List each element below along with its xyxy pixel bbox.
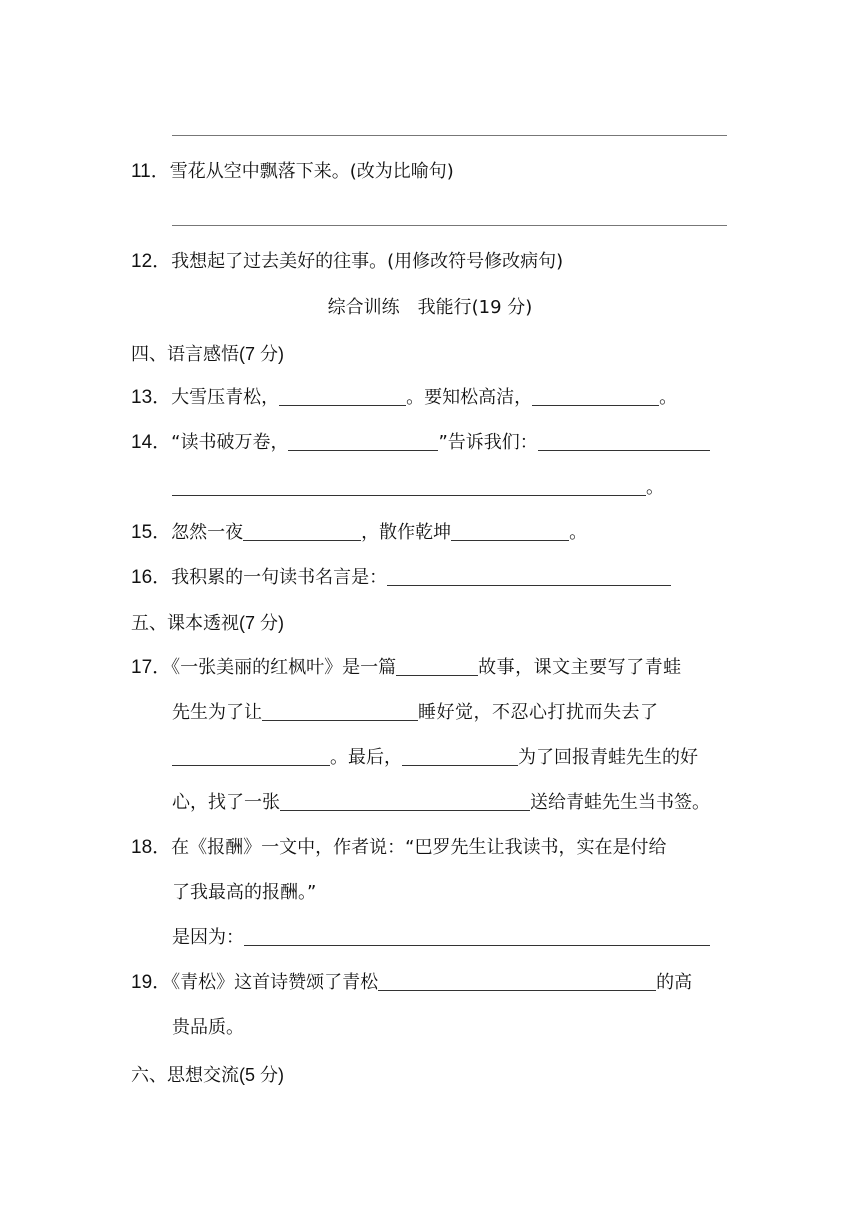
answer-line-10[interactable] xyxy=(172,135,727,136)
fill-blank[interactable] xyxy=(387,567,671,586)
question-number: 11． xyxy=(131,161,170,182)
fill-blank[interactable] xyxy=(396,657,478,676)
question-text: 我积累的一句读书名言是： xyxy=(171,567,388,588)
question-text: 。 xyxy=(659,387,678,408)
section-heading-4: 四、语言感悟(7 分) xyxy=(131,344,284,364)
answer-line-11[interactable] xyxy=(172,225,727,226)
question-text: 。要知松高洁， xyxy=(406,387,533,408)
question-text: 在《报酬》一文中，作者说：“巴罗先生让我读书，实在是付给 xyxy=(171,837,667,858)
question-text: 。 xyxy=(569,522,588,543)
question-13 xyxy=(131,386,677,410)
question-15 xyxy=(131,521,587,545)
section-heading-6: 六、思想交流(5 分) xyxy=(131,1065,284,1085)
fill-blank[interactable] xyxy=(538,432,710,451)
question-text: 《一张美丽的红枫叶》是一篇 xyxy=(171,657,397,678)
fill-blank[interactable] xyxy=(532,387,659,406)
question-text: 我想起了过去美好的往事。(用修改符号修改病句) xyxy=(171,251,564,272)
question-text: 先生为了让 xyxy=(172,702,262,723)
question-19-line-1 xyxy=(131,971,692,995)
question-text: 了我最高的报酬。” xyxy=(172,882,317,903)
question-text: 送给青蛙先生当书签。 xyxy=(530,792,710,813)
question-18-line-1 xyxy=(131,836,666,860)
question-text: 大雪压青松， xyxy=(171,387,280,408)
fill-blank[interactable] xyxy=(244,927,710,946)
question-number: 15． xyxy=(131,522,172,543)
question-16 xyxy=(131,566,671,590)
fill-blank[interactable] xyxy=(288,432,438,451)
question-text: 的高 xyxy=(656,972,693,993)
fill-blank[interactable] xyxy=(172,747,330,766)
question-text: 故事，课文主要写了青蛙 xyxy=(478,657,682,678)
question-text: 。 xyxy=(646,477,664,498)
question-number: 12． xyxy=(131,251,172,272)
question-12 xyxy=(131,250,563,274)
section-heading-5: 五、课本透视(7 分) xyxy=(131,613,284,633)
fill-blank[interactable] xyxy=(243,522,361,541)
question-17-line-3 xyxy=(172,746,698,770)
question-text: “读书破万卷， xyxy=(171,432,289,453)
question-number: 17． xyxy=(131,657,172,678)
fill-blank[interactable] xyxy=(402,747,518,766)
question-number: 14． xyxy=(131,432,172,453)
question-18-line-2 xyxy=(172,881,316,905)
question-text: 。最后， xyxy=(330,747,402,768)
question-text: 贵品质。 xyxy=(172,1017,244,1038)
question-17-line-4 xyxy=(172,791,710,815)
question-17-line-2 xyxy=(172,701,659,725)
question-19-line-2 xyxy=(172,1016,244,1040)
question-11 xyxy=(131,160,454,184)
fill-blank[interactable] xyxy=(172,477,646,496)
section-title: 综合训练 我能行(19 分) xyxy=(327,297,533,318)
question-number: 13． xyxy=(131,387,172,408)
fill-blank[interactable] xyxy=(280,792,530,811)
question-text: ，散作乾坤 xyxy=(361,522,452,543)
fill-blank[interactable] xyxy=(279,387,406,406)
question-14-continued xyxy=(172,476,664,500)
fill-blank[interactable] xyxy=(262,702,418,721)
question-14 xyxy=(131,431,710,455)
question-text: 《青松》这首诗赞颂了青松 xyxy=(171,972,379,993)
question-text: 雪花从空中飘落下来。(改为比喻句) xyxy=(169,161,454,182)
question-17-line-1 xyxy=(131,656,682,680)
question-text: ”告诉我们： xyxy=(438,432,538,453)
fill-blank[interactable] xyxy=(378,972,656,991)
question-text: 是因为： xyxy=(172,927,244,948)
question-number: 19． xyxy=(131,972,172,993)
fill-blank[interactable] xyxy=(451,522,569,541)
question-text: 忽然一夜 xyxy=(171,522,244,543)
question-18-line-3 xyxy=(172,926,710,950)
question-text: 睡好觉，不忍心打扰而失去了 xyxy=(418,702,659,723)
question-text: 心，找了一张 xyxy=(172,792,280,813)
question-text: 为了回报青蛙先生的好 xyxy=(518,747,698,768)
question-number: 16． xyxy=(131,567,172,588)
question-number: 18． xyxy=(131,837,172,858)
